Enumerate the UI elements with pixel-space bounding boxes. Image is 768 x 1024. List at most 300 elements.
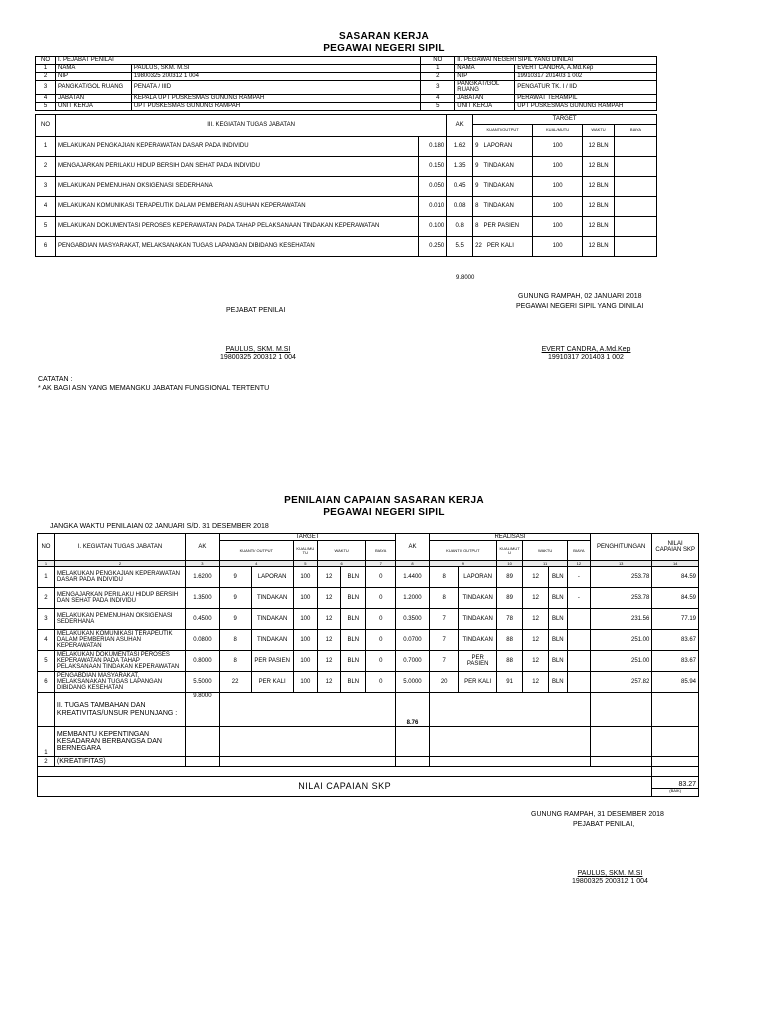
activity-biaya xyxy=(615,217,657,237)
activity-output xyxy=(473,157,533,177)
doc1-col-no: NO xyxy=(36,115,56,137)
row-tw: 12 xyxy=(317,630,340,651)
doc1-place-date: GUNUNG RAMPAH, 02 JANUARI 2018 xyxy=(518,293,642,300)
doc1-pejabat-penilai: PEJABAT PENILAI xyxy=(226,307,286,314)
row-tw: 12 xyxy=(317,588,340,609)
row-twu: BLN xyxy=(341,567,366,588)
row-rak: 1.4400 xyxy=(396,567,430,588)
table-row xyxy=(36,237,657,257)
row-tb: 0 xyxy=(366,588,396,609)
row-rm: 78 xyxy=(496,609,523,630)
spacer-row xyxy=(38,767,652,777)
table-row xyxy=(36,137,657,157)
doc2-subtitle: PEGAWAI NEGERI SIPIL xyxy=(323,507,445,518)
row-rak: 1.2000 xyxy=(396,588,430,609)
row-tb: 0 xyxy=(366,672,396,693)
row-nilai: 84.59 xyxy=(652,567,699,588)
pejabat-value: UPT PUSKESMAS GUNUNG RAMPAH xyxy=(131,102,420,110)
row-tb: 0 xyxy=(366,567,396,588)
row-rq: 7 xyxy=(429,651,459,672)
pegawai-label: NIP xyxy=(455,73,515,81)
colnum: 14 xyxy=(652,561,699,567)
row-name: MELAKUKAN PENGKAJIAN KEPERAWATAN DASAR PADA INDIVIDU xyxy=(54,567,185,588)
row-calc: 251.00 xyxy=(591,651,652,672)
activity-waktu xyxy=(583,157,615,177)
item2-label: (KREATIFITAS) xyxy=(54,757,185,767)
activity-ak: 1.35 xyxy=(447,157,473,177)
row-twu: BLN xyxy=(341,672,366,693)
output-qty: 9 xyxy=(475,183,479,190)
pejabat-no: 5 xyxy=(36,102,56,110)
pegawai-value: PERAWAT TERAMPIL xyxy=(515,94,657,102)
pejabat-label: JABATAN xyxy=(55,94,131,102)
row-no: 4 xyxy=(38,630,55,651)
pejabat-value: 19800325 200312 1 004 xyxy=(131,73,420,81)
pegawai-value: 19910317 201403 1 002 xyxy=(515,73,657,81)
doc1-sig-right-nip: 19910317 201403 1 002 xyxy=(548,354,624,361)
output-unit: LAPORAN xyxy=(483,143,513,150)
nilai-capaian-value: 83.27 xyxy=(652,781,698,789)
table-row xyxy=(36,177,657,197)
colnum: 10 xyxy=(496,561,523,567)
row-no: 3 xyxy=(38,609,55,630)
row-rb xyxy=(567,630,590,651)
row-rb xyxy=(567,672,590,693)
activity-ak: 0.08 xyxy=(447,197,473,217)
doc2-col-target: TARGET xyxy=(219,534,395,541)
row-rw: 12 xyxy=(523,672,548,693)
output-qty: 8 xyxy=(475,223,479,230)
activity-biaya xyxy=(615,197,657,217)
pegawai-no: 4 xyxy=(421,94,455,102)
doc2-col-penghitungan: PENGHITUNGAN xyxy=(591,534,652,561)
doc2-title: PENILAIAN CAPAIAN SASARAN KERJA xyxy=(284,495,484,506)
pegawai-label: UNIT KERJA xyxy=(455,102,515,110)
row-tq: 8 xyxy=(219,651,251,672)
row-name: MENGAJARKAN PERILAKU HIDUP BERSIH DAN SEHAT PADA INDIVIDU xyxy=(54,588,185,609)
waktu-value: 12 xyxy=(588,203,596,210)
output-unit: TINDAKAN xyxy=(483,203,514,210)
row-tb: 0 xyxy=(366,651,396,672)
activity-no: 1 xyxy=(36,137,56,157)
activity-mutu: 100 xyxy=(533,237,583,257)
item2-no: 2 xyxy=(38,757,55,767)
activity-mutu: 100 xyxy=(533,157,583,177)
pegawai-no: 5 xyxy=(421,102,455,110)
item1-ak xyxy=(185,727,219,757)
pejabat-no: 3 xyxy=(36,81,56,95)
row-tm: 100 xyxy=(293,567,317,588)
row-calc: 253.78 xyxy=(591,567,652,588)
activity-angka: 0.180 xyxy=(419,137,447,157)
row-tm: 100 xyxy=(293,672,317,693)
row-name: MELAKUKAN DOKUMENTASI PEROSES KEPERAWATAN PADA TAHAP PELAKSANAAN TINDAKAN KEPERAWATAN xyxy=(54,651,185,672)
row-no: 6 xyxy=(38,672,55,693)
item1-label: MEMBANTU KEPENTINGAN KESADARAN BERBANGSA DAN BERNEGARA xyxy=(54,727,185,757)
pegawai-label: PANGKAT/GOL RUANG xyxy=(455,81,515,95)
row-rb xyxy=(567,609,590,630)
row-rq: 8 xyxy=(429,588,459,609)
row-no: 2 xyxy=(38,588,55,609)
activity-angka: 0.050 xyxy=(419,177,447,197)
row-rb: - xyxy=(567,567,590,588)
doc1-catatan-note: * AK BAGI ASN YANG MEMANGKU JABATAN FUNGSIONAL TERTENTU xyxy=(38,385,270,392)
colnum: 13 xyxy=(591,561,652,567)
activity-ak: 0.8 xyxy=(447,217,473,237)
doc2-col-nilai: NILAI CAPAIAN SKP xyxy=(652,534,699,561)
row-rak: 5.0000 xyxy=(396,672,430,693)
waktu-value: 12 xyxy=(588,163,596,170)
item1-calc xyxy=(591,727,652,757)
activity-biaya xyxy=(615,237,657,257)
activity-biaya xyxy=(615,137,657,157)
waktu-unit: BLN xyxy=(596,203,609,210)
activity-biaya xyxy=(615,157,657,177)
row-ru: LAPORAN xyxy=(459,567,496,588)
doc1-hdr-no: NO xyxy=(36,57,56,65)
waktu-value: 12 xyxy=(588,143,596,150)
row-rwu: BLN xyxy=(548,651,567,672)
tugas-tambahan-label: II. TUGAS TAMBAHAN DAN KREATIVITAS/UNSUR PENUNJANG : xyxy=(54,693,185,727)
output-qty: 9 xyxy=(475,163,479,170)
doc1-catatan: CATATAN : xyxy=(38,376,73,383)
tugas-tambahan-rak: 8.76 xyxy=(396,693,430,727)
row-rw: 12 xyxy=(523,588,548,609)
row-rm: 91 xyxy=(496,672,523,693)
doc1-activity-table xyxy=(35,114,657,257)
doc2-table xyxy=(37,533,699,797)
row-name: MELAKUKAN KOMUNIKASI TERAPEUTIK DALAM PEMBERIAN ASUHAN KEPERAWATAN xyxy=(54,630,185,651)
row-ru: PER PASIEN xyxy=(459,651,496,672)
row-tw: 12 xyxy=(317,672,340,693)
doc1-sig-right-name: EVERT CANDRA, A.Md.Kep xyxy=(541,346,631,353)
pejabat-label: UNIT KERJA xyxy=(55,102,131,110)
colnum: 9 xyxy=(429,561,496,567)
output-unit: TINDAKAN xyxy=(483,183,514,190)
activity-ak: 1.62 xyxy=(447,137,473,157)
colnum: 3 xyxy=(185,561,219,567)
pegawai-value: PENGATUR TK. I / IID xyxy=(515,81,657,95)
spacer-nilai xyxy=(652,767,699,777)
row-rq: 20 xyxy=(429,672,459,693)
activity-no: 4 xyxy=(36,197,56,217)
output-unit: TINDAKAN xyxy=(483,163,514,170)
row-tu: LAPORAN xyxy=(251,567,293,588)
activity-biaya xyxy=(615,177,657,197)
row-rw: 12 xyxy=(523,651,548,672)
row-ru: PER KALI xyxy=(459,672,496,693)
pegawai-no: 1 xyxy=(421,65,455,73)
waktu-unit: BLN xyxy=(596,163,609,170)
doc1-sig-left-name: PAULUS, SKM. M.SI xyxy=(225,346,291,353)
row-rak: 0.0700 xyxy=(396,630,430,651)
doc2-col-ak2: AK xyxy=(396,534,430,561)
activity-mutu: 100 xyxy=(533,217,583,237)
row-no: 1 xyxy=(38,567,55,588)
doc1-col-kual: KUAL/MUTU xyxy=(533,125,583,137)
doc2-col-waktu: WAKTU xyxy=(317,541,366,561)
row-rw: 12 xyxy=(523,567,548,588)
row-twu: BLN xyxy=(341,609,366,630)
row-rm: 88 xyxy=(496,630,523,651)
waktu-value: 12 xyxy=(588,243,596,250)
table-row xyxy=(38,672,699,693)
row-no: 5 xyxy=(38,651,55,672)
row-rb: - xyxy=(567,588,590,609)
tambahan-nilai xyxy=(652,693,699,727)
row-ru: TINDAKAN xyxy=(459,630,496,651)
activity-mutu: 100 xyxy=(533,197,583,217)
activity-output xyxy=(473,197,533,217)
row-rb xyxy=(567,651,590,672)
row-ru: TINDAKAN xyxy=(459,609,496,630)
table-row xyxy=(38,651,699,672)
row-nilai: 84.59 xyxy=(652,588,699,609)
waktu-unit: BLN xyxy=(596,223,609,230)
row-tm: 100 xyxy=(293,588,317,609)
activity-name: PENGABDIAN MASYARAKAT, MELAKSANAKAN TUGAS LAPANGAN DIBIDANG KESEHATAN xyxy=(55,237,418,257)
pejabat-value: PENATA / IIID xyxy=(131,81,420,95)
row-tu: TINDAKAN xyxy=(251,630,293,651)
row-tw: 12 xyxy=(317,567,340,588)
tugas-tambahan-ak: 9.8000 xyxy=(185,693,219,727)
colnum: 11 xyxy=(523,561,567,567)
activity-name: MELAKUKAN KOMUNIKASI TERAPEUTIK DALAM PEMBERIAN ASUHAN KEPERAWATAN xyxy=(55,197,418,217)
row-nilai: 77.19 xyxy=(652,609,699,630)
row-ru: TINDAKAN xyxy=(459,588,496,609)
colnum: 2 xyxy=(54,561,185,567)
item1-rak xyxy=(396,727,430,757)
row-rm: 88 xyxy=(496,651,523,672)
doc1-pns-dinilai: PEGAWAI NEGERI SIPIL YANG DINILAI xyxy=(516,303,644,310)
activity-output xyxy=(473,217,533,237)
pejabat-label: PANGKAT/GOL RUANG xyxy=(55,81,131,95)
colnum: 6 xyxy=(317,561,366,567)
activity-waktu xyxy=(583,197,615,217)
item1-realisasi xyxy=(429,727,590,757)
doc2-col-no: NO xyxy=(38,534,55,561)
table-row xyxy=(36,217,657,237)
row-ak: 0.8000 xyxy=(185,651,219,672)
pegawai-no: 2 xyxy=(421,73,455,81)
row-rwu: BLN xyxy=(548,567,567,588)
doc1-total-ak: 9.8000 xyxy=(456,275,475,281)
doc2-col-kegiatan: I. KEGIATAN TUGAS JABATAN xyxy=(54,534,185,561)
nilai-capaian-label: NILAI CAPAIAN SKP xyxy=(38,777,652,797)
waktu-unit: BLN xyxy=(596,143,609,150)
row-tw: 12 xyxy=(317,609,340,630)
item1-nilai xyxy=(652,727,699,757)
row-rq: 8 xyxy=(429,567,459,588)
row-tu: TINDAKAN xyxy=(251,588,293,609)
activity-no: 3 xyxy=(36,177,56,197)
item2-calc xyxy=(591,757,652,767)
colnum: 7 xyxy=(366,561,396,567)
row-rwu: BLN xyxy=(548,630,567,651)
pejabat-label: NAMA xyxy=(55,65,131,73)
nilai-capaian-grade: (BAIK) xyxy=(669,787,682,793)
row-twu: BLN xyxy=(341,651,366,672)
item1-target xyxy=(219,727,395,757)
row-ak: 5.5000 xyxy=(185,672,219,693)
doc2-col-realisasi: REALISASI xyxy=(429,534,590,541)
table-row xyxy=(38,630,699,651)
output-qty: 8 xyxy=(475,203,479,210)
activity-waktu xyxy=(583,237,615,257)
output-qty: 9 xyxy=(475,143,479,150)
activity-name: MENGAJARKAN PERILAKU HIDUP BERSIH DAN SEHAT PADA INDIVIDU xyxy=(55,157,418,177)
activity-name: MELAKUKAN PENGKAJIAN KEPERAWATAN DASAR PADA INDIVIDU xyxy=(55,137,418,157)
activity-mutu: 100 xyxy=(533,177,583,197)
doc1-col-ak: AK xyxy=(447,115,473,137)
tambahan-realisasi xyxy=(429,693,590,727)
row-rak: 0.3500 xyxy=(396,609,430,630)
row-tq: 9 xyxy=(219,588,251,609)
activity-no: 2 xyxy=(36,157,56,177)
doc1-hdr-pegawai: II. PEGAWAI NEGERI SIPIL YANG DINILAI xyxy=(455,57,657,65)
doc1-col-kegiatan: III. KEGIATAN TUGAS JABATAN xyxy=(55,115,446,137)
item2-realisasi xyxy=(429,757,590,767)
doc1-hdr-no2: NO xyxy=(421,57,455,65)
row-tm: 100 xyxy=(293,609,317,630)
row-tu: PER KALI xyxy=(251,672,293,693)
row-calc: 251.00 xyxy=(591,630,652,651)
pejabat-no: 1 xyxy=(36,65,56,73)
waktu-unit: BLN xyxy=(596,183,609,190)
waktu-value: 12 xyxy=(588,183,596,190)
row-rwu: BLN xyxy=(548,609,567,630)
row-twu: BLN xyxy=(341,588,366,609)
row-tb: 0 xyxy=(366,609,396,630)
pegawai-no: 3 xyxy=(421,81,455,95)
output-qty: 22 xyxy=(475,243,482,250)
row-rm: 89 xyxy=(496,567,523,588)
doc2-col-biaya-r: BIAYA xyxy=(567,541,590,561)
doc2-sig-nip: 19800325 200312 1 004 xyxy=(572,878,648,885)
row-rw: 12 xyxy=(523,630,548,651)
row-nilai: 83.67 xyxy=(652,651,699,672)
row-tm: 100 xyxy=(293,651,317,672)
doc1-col-kuanti: KUANTI/OUTPUT xyxy=(473,125,533,137)
table-row xyxy=(36,197,657,217)
table-row xyxy=(38,567,699,588)
doc2-col-waktu-r: WAKTU xyxy=(523,541,567,561)
activity-waktu xyxy=(583,137,615,157)
pejabat-no: 4 xyxy=(36,94,56,102)
activity-output xyxy=(473,137,533,157)
row-tu: PER PASIEN xyxy=(251,651,293,672)
doc1-col-biaya: BIAYA xyxy=(615,125,657,137)
table-row xyxy=(36,157,657,177)
row-calc: 231.56 xyxy=(591,609,652,630)
item2-nilai xyxy=(652,757,699,767)
row-ak: 1.6200 xyxy=(185,567,219,588)
tambahan-target xyxy=(219,693,395,727)
row-nilai: 83.67 xyxy=(652,630,699,651)
row-rwu: BLN xyxy=(548,672,567,693)
colnum: 1 xyxy=(38,561,55,567)
row-rq: 7 xyxy=(429,609,459,630)
doc1-title: SASARAN KERJA xyxy=(338,31,430,42)
doc2-sig-name: PAULUS, SKM. M.SI xyxy=(577,870,643,877)
activity-waktu xyxy=(583,177,615,197)
doc1-subtitle: PEGAWAI NEGERI SIPIL xyxy=(323,43,445,54)
waktu-value: 12 xyxy=(588,223,596,230)
row-ak: 1.3500 xyxy=(185,588,219,609)
row-calc: 257.82 xyxy=(591,672,652,693)
row-rw: 12 xyxy=(523,609,548,630)
colnum: 4 xyxy=(219,561,293,567)
activity-no: 5 xyxy=(36,217,56,237)
activity-angka: 0.010 xyxy=(419,197,447,217)
doc2-col-biaya: BIAYA xyxy=(366,541,396,561)
row-tq: 9 xyxy=(219,567,251,588)
pegawai-label: JABATAN xyxy=(455,94,515,102)
doc2-col-kual: KUAL/MU TU xyxy=(293,541,317,561)
item1-no: 1 xyxy=(38,727,55,757)
activity-angka: 0.150 xyxy=(419,157,447,177)
row-tb: 0 xyxy=(366,630,396,651)
row-tq: 22 xyxy=(219,672,251,693)
row-rq: 7 xyxy=(429,630,459,651)
activity-angka: 0.250 xyxy=(419,237,447,257)
activity-name: MELAKUKAN PEMENUHAN OKSIGENASI SEDERHANA xyxy=(55,177,418,197)
row-tw: 12 xyxy=(317,651,340,672)
doc1-hdr-pejabat: I. PEJABAT PENILAI xyxy=(55,57,420,65)
table-row xyxy=(38,588,699,609)
row-tq: 9 xyxy=(219,609,251,630)
waktu-unit: BLN xyxy=(596,243,609,250)
row-name: PENGABDIAN MASYARAKAT, MELAKSANAKAN TUGAS LAPANGAN DIBIDANG KESEHATAN xyxy=(54,672,185,693)
output-unit: PER KALI xyxy=(486,243,514,250)
row-tm: 100 xyxy=(293,630,317,651)
activity-ak: 5.5 xyxy=(447,237,473,257)
doc2-col-ak: AK xyxy=(185,534,219,561)
doc1-sig-left-nip: 19800325 200312 1 004 xyxy=(220,354,296,361)
pegawai-value: UPT PUSKESMAS GUNUNG RAMPAH xyxy=(515,102,657,110)
row-nilai: 85.94 xyxy=(652,672,699,693)
item2-rak xyxy=(396,757,430,767)
activity-name: MELAKUKAN DOKUMENTASI PEROSES KEPERAWATAN PADA TAHAP PELAKSANAAN TINDAKAN KEPERAWATAN xyxy=(55,217,418,237)
item2-target xyxy=(219,757,395,767)
activity-waktu xyxy=(583,217,615,237)
colnum: 12 xyxy=(567,561,590,567)
row-rak: 0.7000 xyxy=(396,651,430,672)
pejabat-value: KEPALA UPT PUSKESMAS GUNUNG RAMPAH xyxy=(131,94,420,102)
activity-ak: 0.45 xyxy=(447,177,473,197)
doc2-place-date: GUNUNG RAMPAH, 31 DESEMBER 2018 xyxy=(531,811,664,818)
table-row xyxy=(38,609,699,630)
activity-output xyxy=(473,237,533,257)
pejabat-no: 2 xyxy=(36,73,56,81)
row-twu: BLN xyxy=(341,630,366,651)
row-rm: 89 xyxy=(496,588,523,609)
activity-no: 6 xyxy=(36,237,56,257)
activity-angka: 0.100 xyxy=(419,217,447,237)
colnum: 5 xyxy=(293,561,317,567)
pejabat-value: PAULUS, SKM. M.SI xyxy=(131,65,420,73)
colnum: 8 xyxy=(396,561,430,567)
row-ak: 0.4500 xyxy=(185,609,219,630)
row-tu: TINDAKAN xyxy=(251,609,293,630)
nilai-capaian-cell xyxy=(652,777,699,797)
activity-output xyxy=(473,177,533,197)
row-calc: 253.78 xyxy=(591,588,652,609)
doc2-pejabat: PEJABAT PENILAI, xyxy=(573,821,635,828)
pegawai-label: NAMA xyxy=(455,65,515,73)
row-tq: 8 xyxy=(219,630,251,651)
doc2-jangka: JANGKA WAKTU PENILAIAN 02 JANUARI S/D. 31 DESEMBER 2018 xyxy=(50,523,269,530)
